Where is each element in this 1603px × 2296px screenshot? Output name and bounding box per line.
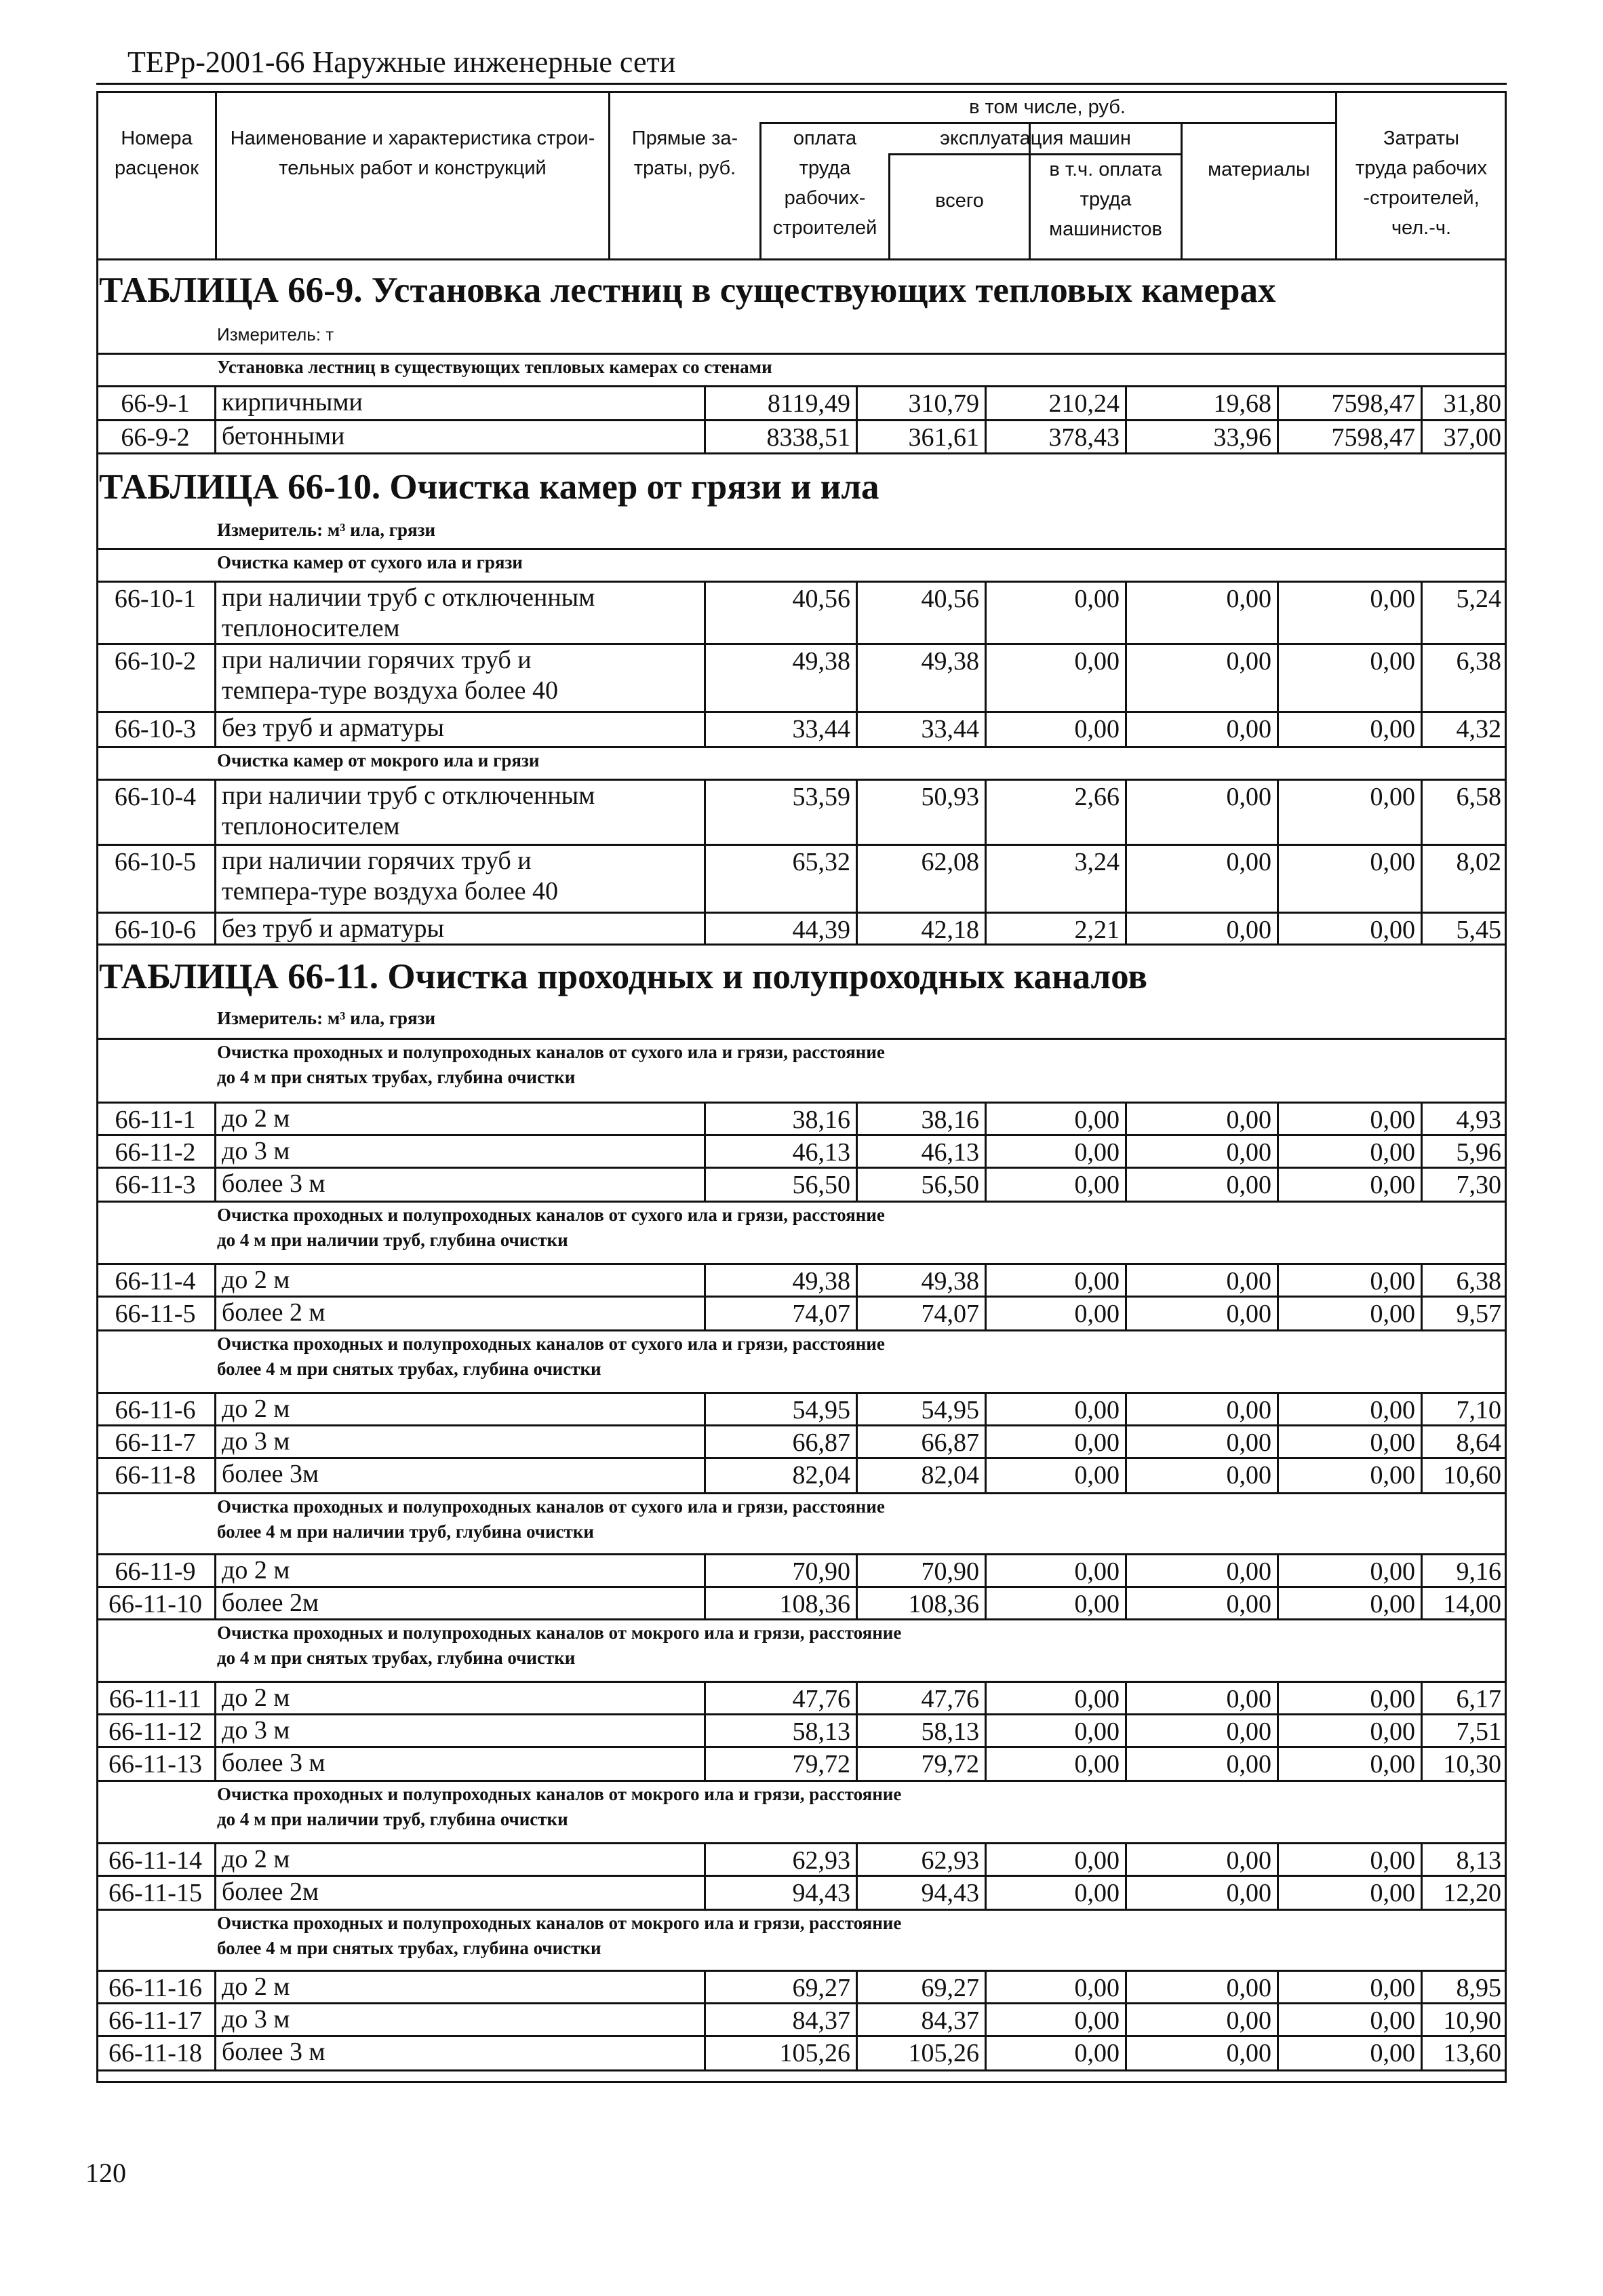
header-operator-wages: в т.ч. оплата труда машинистов bbox=[1049, 159, 1162, 240]
group-heading: Очистка проходных и полупроходных каналов от сухого ила и грязи, расстояние более 4 м при снятых трубах, глубина очистки bbox=[96, 1329, 1507, 1382]
group-heading: Очистка проходных и полупроходных каналов от сухого ила и грязи, расстояние более 4 м при наличии труб, глубина очистки bbox=[96, 1492, 1507, 1544]
table-row: 66-11-12 до 3 м 58,13 58,13 0,00 0,00 0,00 7,51 bbox=[96, 1713, 1507, 1746]
page-number: 120 bbox=[85, 2158, 126, 2188]
header-worker-wages: оплата труда рабочих- строителей bbox=[772, 128, 877, 239]
unit-label: Измеритель: м³ ила, грязи bbox=[217, 1008, 436, 1028]
group-heading: Очистка проходных и полупроходных каналов от сухого ила и грязи, расстояние до 4 м при снятых трубах, глубина очистки bbox=[96, 1038, 1507, 1090]
table-row: 66-10-5 при наличии горячих труб и темпера-туре воздуха более 40 65,32 62,08 3,24 0,00 0,00 8,02 bbox=[96, 844, 1507, 912]
table-row: 66-9-2 бетонными 8338,51 361,61 378,43 33,96 7598,47 37,00 bbox=[96, 419, 1507, 454]
table-title: ТАБЛИЦА 66-11. Очистка проходных и полупроходных каналов bbox=[99, 957, 1147, 996]
group-heading: Установка лестниц в существующих тепловых камерах со стенами bbox=[96, 353, 1507, 380]
table-row: 66-11-5 более 2 м 74,07 74,07 0,00 0,00 0,00 9,57 bbox=[96, 1296, 1507, 1329]
running-head: ТЕРр-2001-66 Наружные инженерные сети bbox=[127, 45, 676, 79]
header-including: в том числе, руб. bbox=[969, 96, 1126, 118]
group-heading: Очистка проходных и полупроходных каналов от сухого ила и грязи, расстояние до 4 м при наличии труб, глубина очистки bbox=[96, 1201, 1507, 1253]
table-row: 66-11-15 более 2м 94,43 94,43 0,00 0,00 0,00 12,20 bbox=[96, 1875, 1507, 1909]
table-title: ТАБЛИЦА 66-10. Очистка камер от грязи и ила bbox=[99, 467, 879, 507]
header-machines-total: всего bbox=[935, 190, 984, 212]
header-work-name: Наименование и характеристика строи- тельных работ и конструкций bbox=[230, 128, 595, 179]
table-row: 66-10-3 без труб и арматуры 33,44 33,44 0,00 0,00 0,00 4,32 bbox=[96, 711, 1507, 746]
table-row: 66-11-16 до 2 м 69,27 69,27 0,00 0,00 0,00 8,95 bbox=[96, 1970, 1507, 2002]
table-row: 66-11-9 до 2 м 70,90 70,90 0,00 0,00 0,00 9,16 bbox=[96, 1553, 1507, 1586]
table-row: 66-10-1 при наличии труб с отключенным теплоносителем 40,56 40,56 0,00 0,00 0,00 5,24 bbox=[96, 581, 1507, 643]
unit-label: Измеритель: т bbox=[217, 324, 334, 345]
table-row: 66-11-14 до 2 м 62,93 62,93 0,00 0,00 0,00 8,13 bbox=[96, 1842, 1507, 1875]
header-bottom-rule bbox=[96, 258, 1507, 260]
table-row: 66-11-4 до 2 м 49,38 49,38 0,00 0,00 0,00 6,38 bbox=[96, 1263, 1507, 1296]
table-row: 66-11-3 более 3 м 56,50 56,50 0,00 0,00 0,00 7,30 bbox=[96, 1167, 1507, 1201]
table-row: 66-11-13 более 3 м 79,72 79,72 0,00 0,00 0,00 10,30 bbox=[96, 1746, 1507, 1780]
header-labor-costs: Затраты труда рабочих -строителей, чел.-ч. bbox=[1355, 128, 1487, 239]
table-row: 66-10-6 без труб и арматуры 44,39 42,18 2,21 0,00 0,00 5,45 bbox=[96, 912, 1507, 946]
unit-label: Измеритель: м³ ила, грязи bbox=[217, 520, 436, 540]
table-row: 66-11-18 более 3 м 105,26 105,26 0,00 0,00 0,00 13,60 bbox=[96, 2035, 1507, 2071]
table-row: 66-11-6 до 2 м 54,95 54,95 0,00 0,00 0,00 7,10 bbox=[96, 1392, 1507, 1424]
table-row: 66-11-11 до 2 м 47,76 47,76 0,00 0,00 0,00 6,17 bbox=[96, 1681, 1507, 1713]
group-heading: Очистка проходных и полупроходных каналов от мокрого ила и грязи, расстояние до 4 м при наличии труб, глубина очистки bbox=[96, 1780, 1507, 1832]
header-direct-costs: Прямые за- траты, руб. bbox=[631, 128, 738, 179]
header-divider bbox=[1181, 122, 1183, 260]
group-heading: Очистка камер от сухого ила и грязи bbox=[96, 548, 1507, 575]
group-heading: Очистка проходных и полупроходных каналов от мокрого ила и грязи, расстояние более 4 м при снятых трубах, глубина очистки bbox=[96, 1909, 1507, 1961]
table-row: 66-11-17 до 3 м 84,37 84,37 0,00 0,00 0,00 10,90 bbox=[96, 2002, 1507, 2035]
table-row: 66-11-1 до 2 м 38,16 38,16 0,00 0,00 0,00 4,93 bbox=[96, 1102, 1507, 1134]
table-row: 66-11-8 более 3м 82,04 82,04 0,00 0,00 0,00 10,60 bbox=[96, 1457, 1507, 1492]
table-row: 66-10-2 при наличии горячих труб и темпера-туре воздуха более 40 49,38 49,38 0,00 0,00 0,00 6,38 bbox=[96, 643, 1507, 711]
table-row: 66-10-4 при наличии труб с отключенным теплоносителем 53,59 50,93 2,66 0,00 0,00 6,58 bbox=[96, 779, 1507, 844]
group-heading: Очистка проходных и полупроходных каналов от мокрого ила и грязи, расстояние до 4 м при снятых трубах, глубина очистки bbox=[96, 1618, 1507, 1671]
table-title: ТАБЛИЦА 66-9. Установка лестниц в существующих тепловых камерах bbox=[99, 271, 1276, 310]
group-heading: Очистка камер от мокрого ила и грязи bbox=[96, 746, 1507, 773]
header-code: Номера расценок bbox=[114, 128, 199, 179]
running-head-rule bbox=[96, 83, 1507, 85]
header-machines: эксплуатация машин bbox=[940, 128, 1131, 149]
table-row: 66-11-2 до 3 м 46,13 46,13 0,00 0,00 0,00 5,96 bbox=[96, 1134, 1507, 1167]
header-materials: материалы bbox=[1208, 159, 1310, 180]
table-row: 66-11-7 до 3 м 66,87 66,87 0,00 0,00 0,00 8,64 bbox=[96, 1424, 1507, 1457]
table-row: 66-11-10 более 2м 108,36 108,36 0,00 0,00 0,00 14,00 bbox=[96, 1586, 1507, 1618]
table-row: 66-9-1 кирпичными 8119,49 310,79 210,24 19,68 7598,47 31,80 bbox=[96, 385, 1507, 419]
